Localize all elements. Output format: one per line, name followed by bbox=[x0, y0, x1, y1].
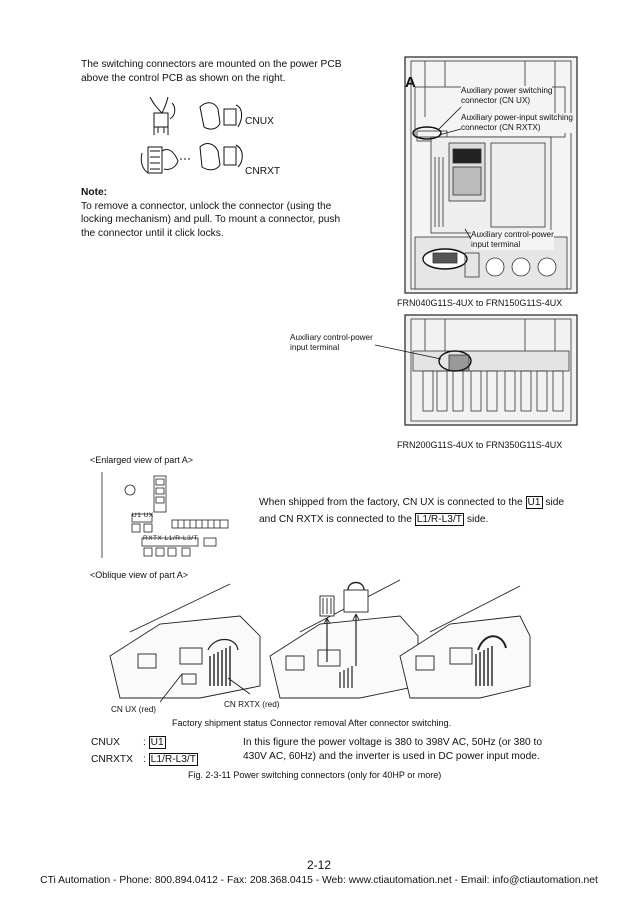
note-line-1: To remove a connector, unlock the connector (using the bbox=[81, 200, 332, 212]
connector-hand-drawings bbox=[140, 95, 340, 185]
legend-description bbox=[243, 736, 577, 763]
note-block bbox=[81, 186, 340, 240]
enlarged-view-drawing bbox=[96, 472, 246, 558]
note-heading: Note: bbox=[81, 187, 108, 198]
label-u1-ux: U1 UX bbox=[132, 512, 154, 519]
cnux-label: CNUX bbox=[245, 116, 274, 127]
intro-line-1: The switching connectors are mounted on the power PCB bbox=[81, 59, 342, 70]
u1-boxed: U1 bbox=[527, 497, 541, 508]
note-line-3: the connector until it click locks. bbox=[81, 227, 224, 239]
part-a-marker: A bbox=[405, 74, 416, 91]
callout-aux-control-power-bottom: Auxiliary control-power input terminal bbox=[290, 333, 373, 352]
cnrxtx-label: CNRXT bbox=[245, 166, 281, 177]
callout-aux-control-power-top: Auxiliary control-power input terminal bbox=[471, 230, 554, 249]
callout-aux-power-input-switching: Auxiliary power-input switching connector (CN RXTX) bbox=[461, 113, 573, 132]
shipping-statement bbox=[259, 494, 564, 528]
footer-contact: CTi Automation - Phone: 800.894.0412 - Fax: 208.368.0415 - Web: www.ctiautomation.net - Email: info@ctiautomation.net bbox=[40, 875, 598, 886]
shipping-line-1: When shipped from the factory, CN UX is connected to the U1 side bbox=[259, 497, 565, 508]
intro-line-2: above the control PCB as shown on the right. bbox=[81, 72, 286, 84]
intro-text bbox=[81, 58, 342, 85]
legend-names bbox=[91, 734, 198, 768]
callout-aux-power-switching: Auxiliary power switching connector (CN UX) bbox=[461, 86, 553, 105]
legend-row-cnrxtx: CNRXTX : L1/R-L3/T bbox=[91, 754, 196, 765]
shipping-line-2: and CN RXTX is connected to the L1/R-L3/T side. bbox=[259, 514, 489, 525]
oblique-view-drawing bbox=[100, 576, 530, 706]
oblique-view-title: <Oblique view of part A> bbox=[90, 570, 189, 580]
second-photo-caption: FRN200G11S-4UX to FRN350G11S-4UX bbox=[397, 440, 563, 450]
inverter-photo-bottom bbox=[405, 315, 577, 425]
label-cn-ux-red: CN UX (red) bbox=[111, 705, 157, 714]
oblique-status-caption: Factory shipment status Connector removal After connector switching. bbox=[172, 718, 452, 728]
page-number: 2-12 bbox=[306, 858, 332, 872]
label-rxtx-l1r: RXTX L1/R-L3/T bbox=[143, 535, 199, 542]
legend-u1-boxed: U1 bbox=[150, 737, 164, 748]
legend-row-cnux: CNUX : U1 bbox=[91, 737, 164, 748]
legend-desc-line-1: In this figure the power voltage is 380 to 398V AC, 50Hz (or 380 to bbox=[243, 737, 543, 748]
figure-caption: Fig. 2-3-11 Power switching connectors (only for 40HP or more) bbox=[188, 770, 442, 780]
l1r-boxed: L1/R-L3/T bbox=[416, 514, 463, 525]
legend-desc-line-2: 430V AC, 60Hz) and the inverter is used in DC power input mode. bbox=[243, 750, 540, 762]
legend-l1r-boxed: L1/R-L3/T bbox=[150, 754, 196, 765]
note-line-2: locking mechanism) and pull. To mount a connector, push bbox=[81, 214, 341, 225]
top-photo-caption: FRN040G11S-4UX to FRN150G11S-4UX bbox=[397, 298, 563, 308]
enlarged-view-title: <Enlarged view of part A> bbox=[90, 455, 194, 465]
label-cn-rxtx-red: CN RXTX (red) bbox=[224, 700, 280, 709]
